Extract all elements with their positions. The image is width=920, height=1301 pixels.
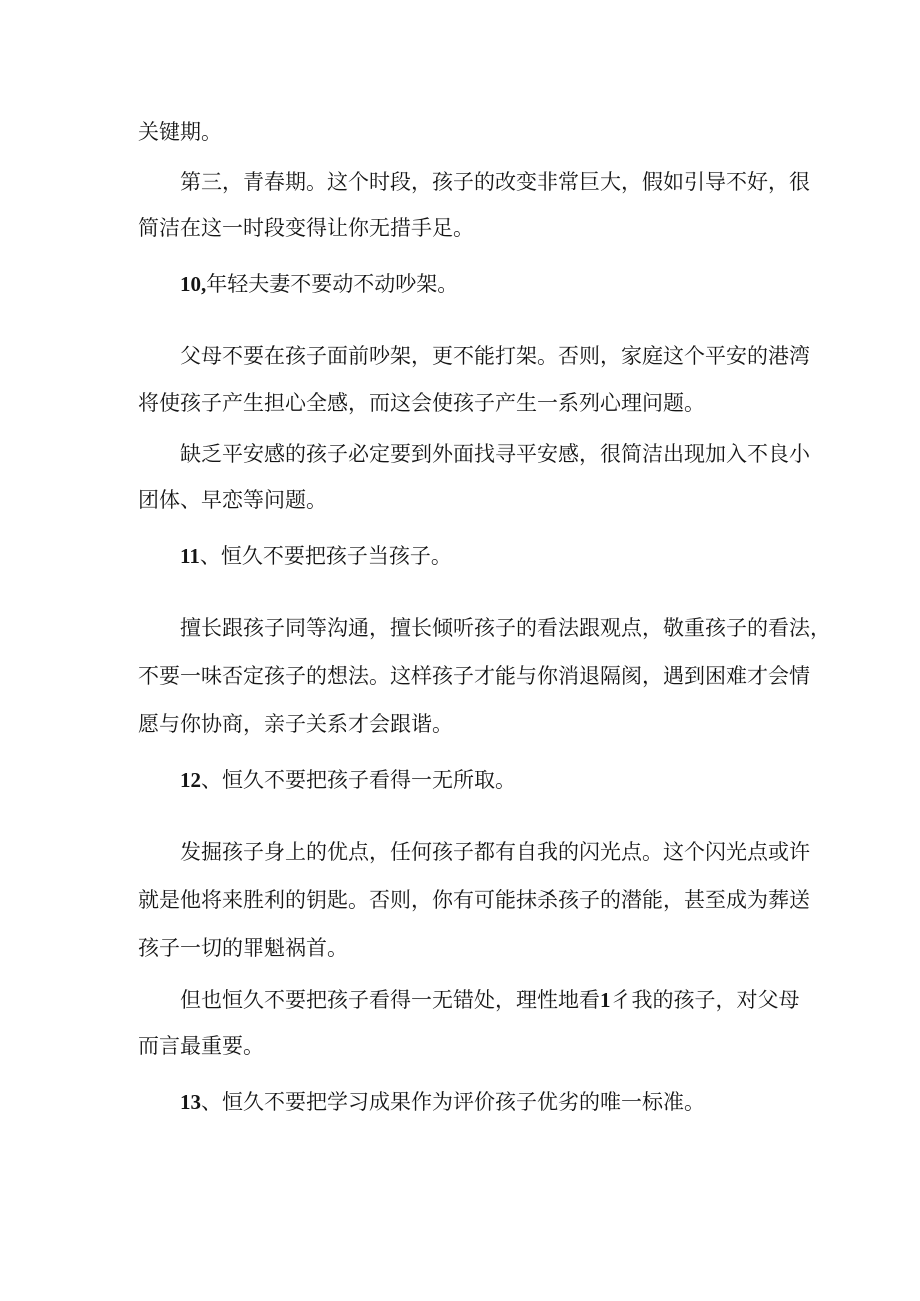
heading-number: 10, (180, 272, 207, 296)
heading-number: 12 (180, 768, 201, 792)
paragraph-line: 而言最重要。 (138, 1034, 264, 1058)
heading-number: 13 (180, 1090, 201, 1114)
paragraph-line: 将使孩子产生担心全感，而这会使孩子产生一系列心理问题。 (138, 391, 705, 415)
inline-number: 1 (600, 988, 611, 1012)
paragraph-line: 关键期。 (138, 120, 222, 144)
heading-title: 、恒久不要把孩子看得一无所取。 (201, 768, 516, 792)
paragraph-line: 愿与你协商，亲子关系才会跟谐。 (138, 712, 453, 736)
paragraph-line: 缺乏平安感的孩子必定要到外面找寻平安感，很简洁出现加入不良小 (180, 442, 810, 466)
section-heading-13 (180, 1087, 705, 1117)
paragraph-line: 发掘孩子身上的优点，任何孩子都有自我的闪光点。这个闪光点或许 (180, 840, 810, 864)
heading-title: 年轻夫妻不要动不动吵架。 (206, 272, 459, 296)
paragraph-line: 擅长跟孩子同等沟通，擅长倾听孩子的看法跟观点，敬重孩子的看法， (180, 616, 831, 640)
paragraph-line: 就是他将来胜利的钥匙。否则，你有可能抹杀孩子的潜能，甚至成为葬送 (138, 888, 810, 912)
paragraph-line: 简洁在这一时段变得让你无措手足。 (138, 216, 474, 240)
heading-title: 、恒久不要把孩子当孩子。 (199, 544, 452, 568)
paragraph-line: 团体、早恋等问题。 (138, 488, 327, 512)
paragraph-line: 父母不要在孩子面前吵架，更不能打架。否则，家庭这个平安的港湾 (180, 344, 810, 368)
section-heading-10 (180, 269, 458, 299)
text-run: 但也恒久不要把孩子看得一无错处，理性地看 (180, 988, 600, 1012)
heading-number: 11 (180, 544, 200, 568)
paragraph-line (180, 985, 800, 1015)
heading-title: 、恒久不要把学习成果作为评价孩子优劣的唯一标准。 (201, 1090, 705, 1114)
paragraph-line: 不要一味否定孩子的想法。这样孩子才能与你消退隔阂，遇到困难才会情 (138, 664, 810, 688)
section-heading-11 (180, 541, 452, 571)
section-heading-12 (180, 765, 516, 795)
text-run: 彳我的孩子，对父母 (610, 988, 800, 1012)
paragraph-line: 第三，青春期。这个时段，孩子的改变非常巨大，假如引导不好，很 (180, 170, 810, 194)
paragraph-line: 孩子一切的罪魁祸首。 (138, 936, 348, 960)
